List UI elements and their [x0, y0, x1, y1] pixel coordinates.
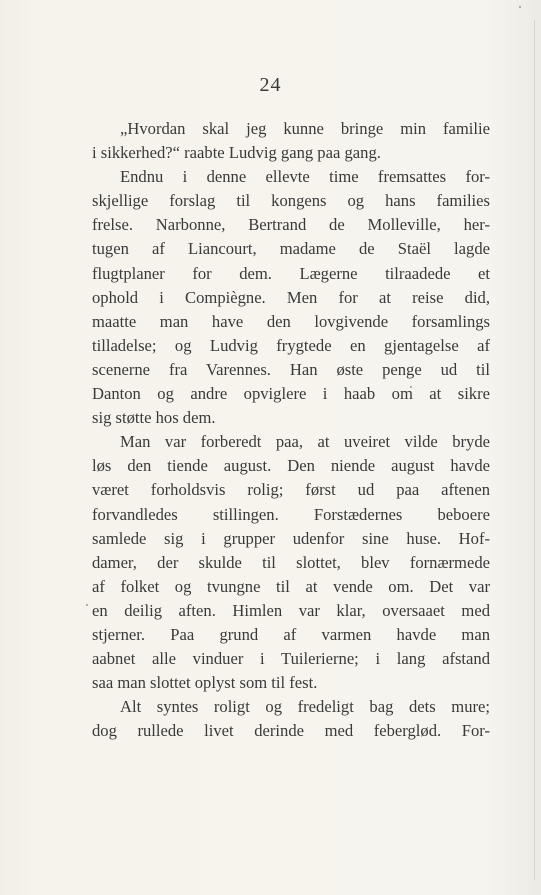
text-line: Alt syntes roligt og fredeligt bag dets mure; — [120, 697, 490, 717]
text-line: stjerner. Paa grund af varmen havde man — [92, 624, 490, 644]
text-line: frelse. Narbonne, Bertrand de Molleville, her- — [92, 215, 490, 235]
page-edge-shadow — [534, 20, 535, 880]
text-line: dog rullede livet derinde med feberglød. For- — [92, 721, 490, 741]
text-line: aabnet alle vinduer i Tuilerierne; i lang afstand — [92, 649, 490, 669]
text-line: løs den tiende august. Den niende august havde — [92, 456, 490, 476]
text-line: været forholdsvis rolig; først ud paa aftenen — [92, 480, 490, 500]
text-line: forvandledes stillingen. Forstædernes beboere — [92, 504, 490, 524]
text-line: i sikkerhed?“ raabte Ludvig gang paa gang. — [92, 143, 381, 163]
text-line: af folket og tvungne til at vende om. Det var — [92, 576, 490, 596]
text-line: „Hvordan skal jeg kunne bringe min familie — [120, 119, 490, 138]
text-line: tugen af Liancourt, madame de Staël lagde — [92, 239, 490, 259]
text-line: scenerne fra Varennes. Han øste penge ud til — [92, 359, 490, 379]
text-line: maatte man have den lovgivende forsamlings — [92, 311, 490, 331]
text-line: damer, der skulde til slottet, blev fornærmede — [92, 552, 490, 572]
text-line: Endnu i denne ellevte time fremsattes for- — [120, 167, 490, 187]
text-line: Man var forberedt paa, at uveiret vilde bryde — [120, 432, 490, 452]
paper-speck — [519, 6, 521, 8]
text-line: skjellige forslag til kongens og hans families — [92, 191, 490, 211]
text-line: ophold i Compiègne. Men for at reise did, — [92, 287, 490, 307]
text-line: saa man slottet oplyst som til fest. — [92, 673, 318, 693]
text-line: en deilig aften. Himlen var klar, oversaaet med — [92, 600, 490, 620]
text-line: sig støtte hos dem. — [92, 408, 216, 428]
text-line: flugtplaner for dem. Lægerne tilraadede et — [92, 263, 490, 283]
text-line: samlede sig i grupper udenfor sine huse. Hof- — [92, 528, 490, 548]
page-number: 24 — [259, 74, 282, 96]
text-line: tilladelse; og Ludvig frygtede en gjentagelse af — [92, 335, 490, 355]
text-line: Danton og andre opviglere i haab om at sikre — [92, 384, 490, 404]
paper-speck — [86, 604, 88, 606]
body-text — [92, 117, 490, 743]
